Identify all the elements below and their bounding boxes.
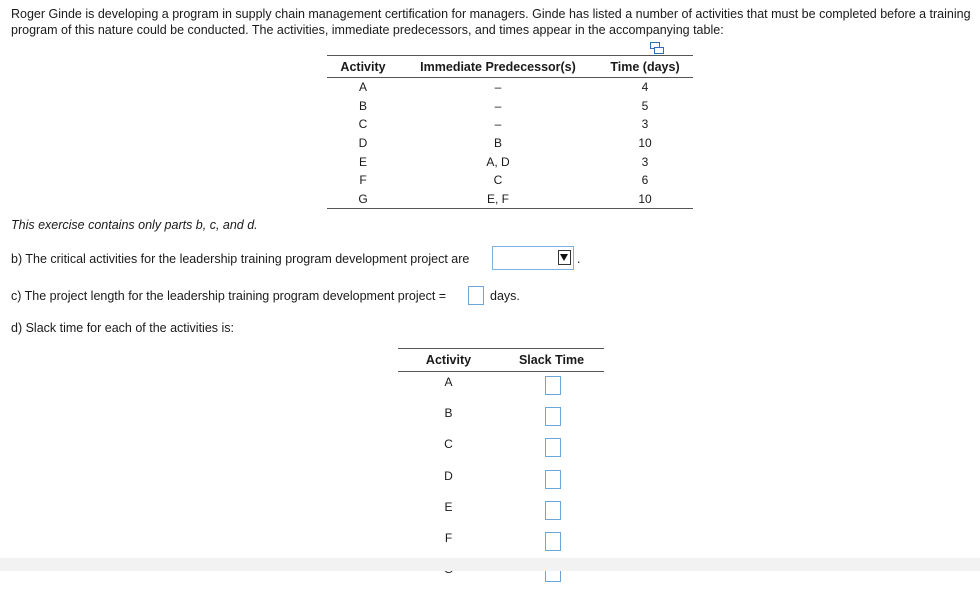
predecessor-cell: – (494, 98, 502, 113)
question-b: b) The critical activities for the leadership training program development project are (11, 252, 470, 266)
slack-input-c[interactable] (545, 438, 561, 457)
critical-activities-dropdown[interactable] (492, 246, 574, 270)
exercise-note: This exercise contains only parts b, c, and d. (11, 218, 258, 232)
problem-intro: Roger Ginde is developing a program in supply chain management certification for managers. Ginde has listed a number of activities that must be completed before a training program of this nature could be conducted. The activities, immediate predecessors, and times appear in the accompanying table: (11, 7, 971, 37)
predecessor-cell: E, F (399, 190, 597, 209)
question-b-period: . (577, 252, 581, 266)
activity-cell: G (327, 190, 399, 209)
table-row (327, 97, 693, 116)
header-predecessors: Immediate Predecessor(s) (399, 56, 597, 78)
days-label: days. (490, 289, 520, 303)
question-d: d) Slack time for each of the activities is: (11, 321, 235, 335)
time-cell: 3 (641, 154, 649, 169)
slack-input-d[interactable] (545, 470, 561, 489)
slack-input-b[interactable] (545, 407, 561, 426)
table-row (398, 466, 604, 497)
slack-cell (499, 497, 604, 528)
slack-input-f[interactable] (545, 532, 561, 551)
slack-input-e[interactable] (545, 501, 561, 520)
header-time: Time (days) (597, 56, 693, 78)
project-length-input[interactable] (468, 286, 484, 305)
time-cell: 10 (638, 136, 652, 151)
activity-cell: B (358, 98, 367, 113)
time-cell: 4 (641, 80, 649, 95)
copy-table-icon[interactable] (650, 42, 664, 54)
slack-activity-cell: F (444, 530, 453, 545)
table-row (327, 190, 693, 209)
predecessor-cell: A, D (486, 154, 510, 169)
activity-cell: D (358, 136, 368, 151)
activity-table-header (327, 56, 693, 78)
time-cell: 10 (597, 190, 693, 209)
triangle-down-icon[interactable] (558, 250, 571, 265)
slack-table (398, 348, 604, 590)
slack-activity-cell: D (444, 468, 453, 483)
table-row (398, 497, 604, 528)
slack-cell (499, 528, 604, 559)
slack-cell (499, 403, 604, 434)
table-row (398, 372, 604, 404)
predecessor-cell: – (494, 117, 502, 132)
activity-cell: C (358, 117, 368, 132)
slack-activity-cell: A (444, 375, 453, 389)
table-row (398, 434, 604, 465)
activity-table (327, 55, 693, 209)
table-row (327, 152, 693, 171)
predecessor-cell: B (493, 136, 502, 151)
activity-cell: A (358, 80, 367, 95)
header-activity: Activity (327, 56, 399, 78)
predecessor-cell: – (494, 80, 502, 95)
time-cell: 5 (641, 98, 649, 113)
time-cell: 3 (641, 117, 649, 132)
slack-input-a[interactable] (545, 376, 561, 395)
table-row (327, 115, 693, 134)
slack-cell (499, 466, 604, 497)
table-row (327, 78, 693, 97)
table-row (398, 403, 604, 434)
header-slack-time: Slack Time (499, 349, 604, 372)
slack-cell (499, 434, 604, 465)
table-row (327, 171, 693, 190)
time-cell: 6 (641, 173, 649, 188)
slack-cell (499, 372, 604, 404)
predecessor-cell: C (493, 173, 503, 188)
slack-table-header (398, 349, 604, 372)
question-c: c) The project length for the leadership training program development project = (11, 289, 447, 303)
footer-bar (0, 558, 980, 571)
table-row (327, 134, 693, 153)
slack-activity-cell: E (444, 499, 453, 514)
slack-activity-cell: C (444, 437, 453, 452)
slack-activity-cell: B (444, 406, 453, 421)
activity-cell: F (359, 173, 367, 188)
header-slack-activity: Activity (398, 349, 499, 372)
table-row (398, 528, 604, 559)
activity-cell: E (358, 154, 367, 169)
